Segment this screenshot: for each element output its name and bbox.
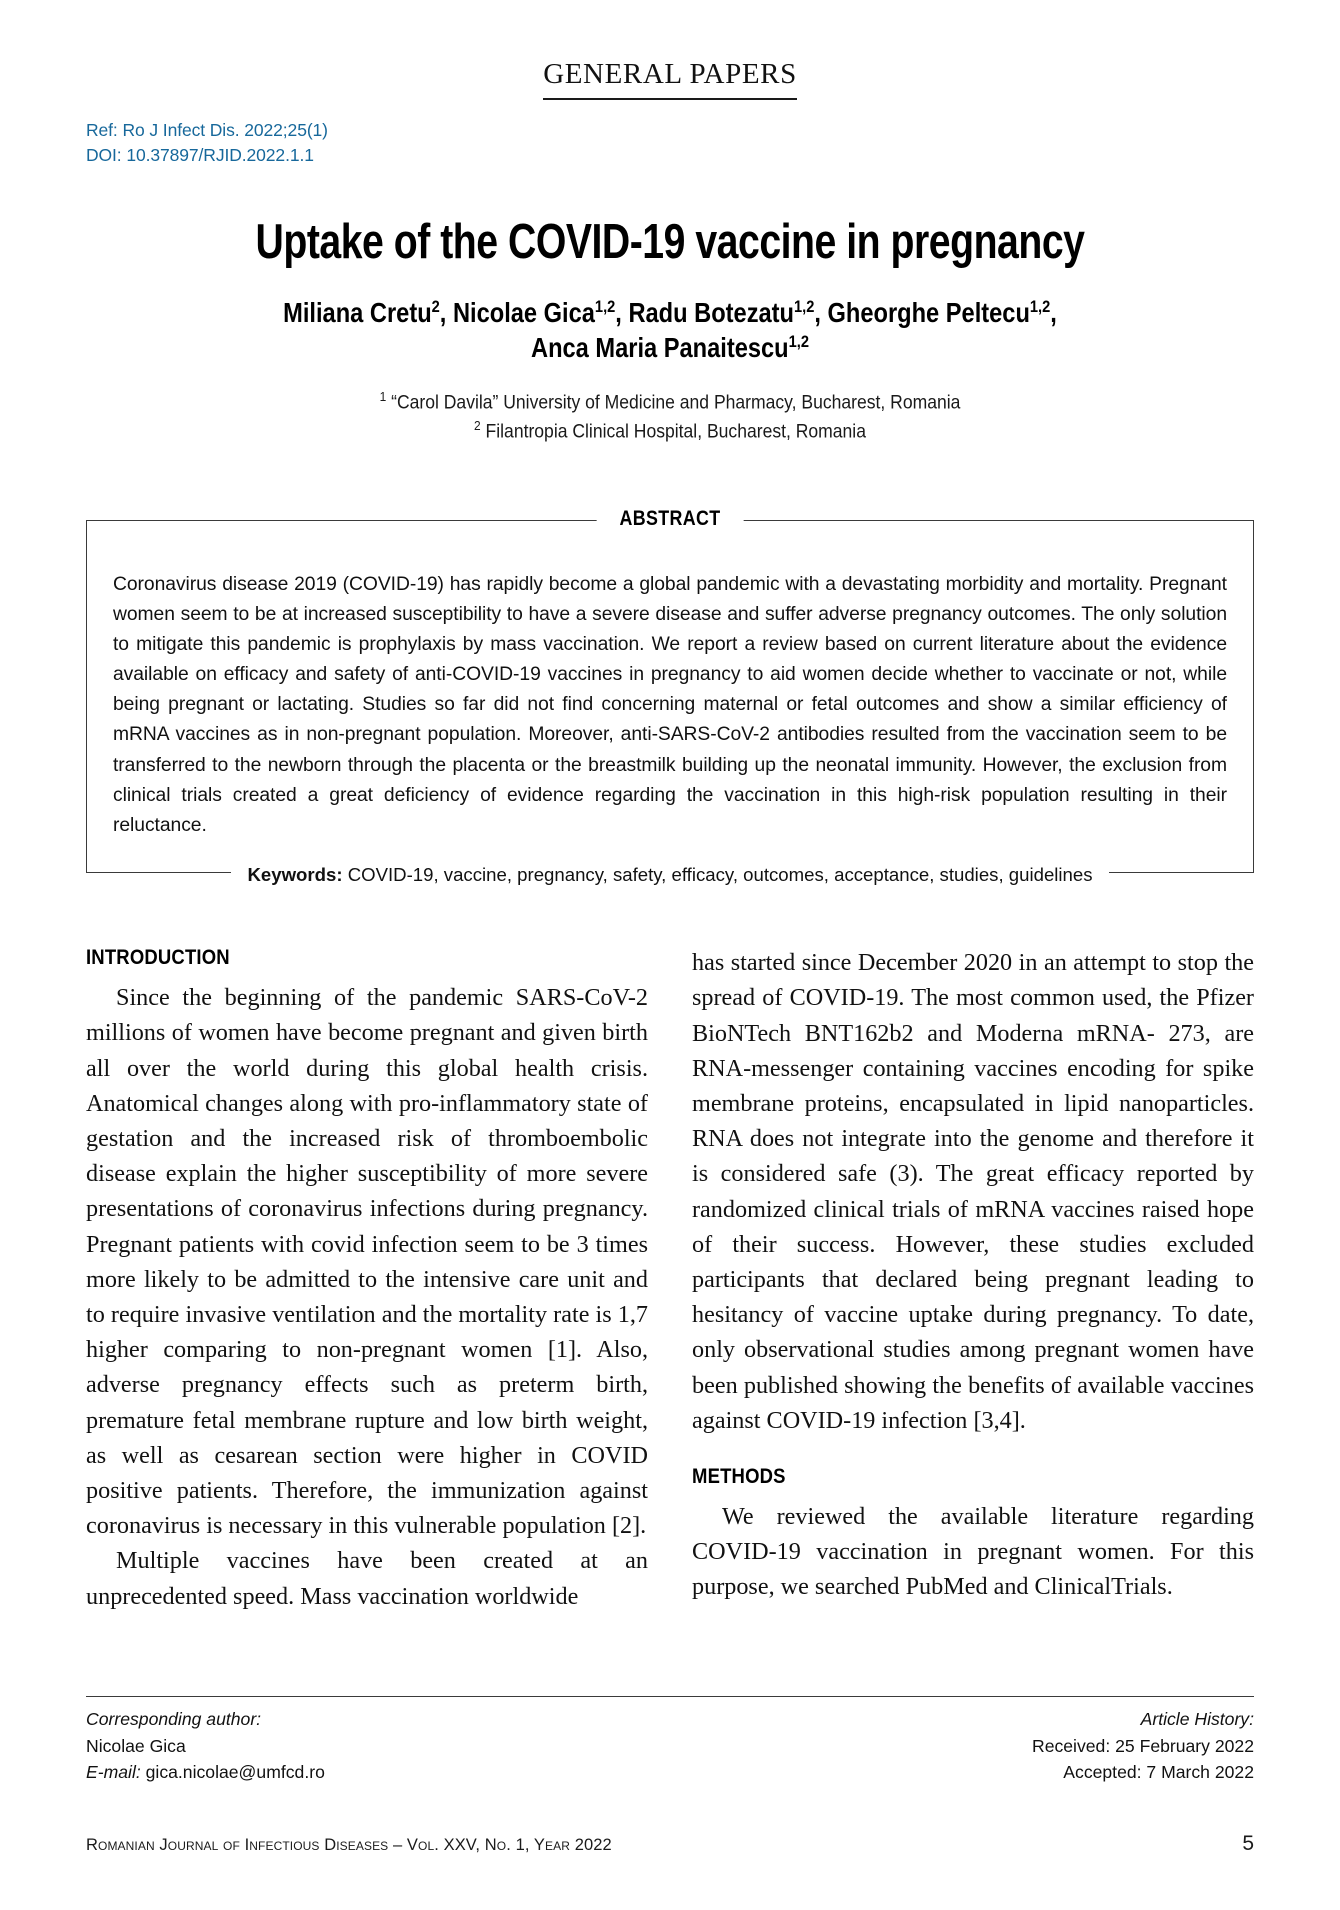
section-heading-introduction: [86, 945, 648, 970]
keywords: [231, 866, 1108, 885]
affiliation-list: [144, 388, 1195, 446]
section-header-container: [86, 0, 1254, 100]
doi-line[interactable]: DOI: 10.37897/RJID.2022.1.1: [86, 144, 314, 165]
author-affiliation-marker: 1,2: [793, 296, 815, 316]
author-line-1: [168, 295, 1172, 331]
author-name: Anca Maria Panaitescu: [530, 332, 789, 364]
corresponding-author-block: [86, 1706, 325, 1786]
paragraph: has started since December 2020 in an attempt to stop the spread of COVID-19. The most common used, the Pfizer BioNTech BNT162b2 and Moderna mRNA- 273, are RNA-messenger containing vaccines encoding for spike membrane proteins, encapsulated in lipid nanoparticles. RNA does not integrate into the genome and therefore it is considered safe (3). The great efficacy reported by randomized clinical trials of mRNA vaccines raised hope of their success. However, these studies excluded participants that declared being pregnant leading to hesitancy of vaccine uptake during pregnancy. To date, only observational studies among pregnant women have been published showing the benefits of available vaccines against COVID-19 infection [3,4].: [692, 949, 1254, 1434]
section-heading-methods-label: METHODS: [692, 1463, 786, 1488]
keywords-container: [87, 866, 1253, 885]
email-label: E-mail:: [86, 1762, 141, 1783]
corresponding-author-label: Corresponding author:: [86, 1709, 262, 1729]
body-columns: [86, 945, 1254, 1614]
author-separator: ,: [615, 296, 629, 328]
abstract-legend-text: ABSTRACT: [619, 506, 721, 530]
reference-block: [86, 118, 1254, 168]
corresponding-author-section: [86, 1696, 1254, 1786]
left-column: [86, 945, 648, 1614]
author-affiliation-marker: 2: [431, 296, 440, 316]
journal-citation-line: Romanian Journal of Infectious Diseases – Vol. XXV, No. 1, Year 2022: [86, 1836, 612, 1854]
paragraph: We reviewed the available literature regarding COVID-19 vaccination in pregnant women. For this purpose, we searched PubMed and ClinicalTrials.: [692, 1502, 1254, 1601]
article-history-label: Article History:: [1140, 1709, 1254, 1729]
author-separator: ,: [1050, 296, 1057, 328]
author-name: Radu Botezatu: [628, 296, 794, 328]
right-column: [692, 945, 1254, 1614]
author-line-2: [168, 330, 1172, 366]
received-date: Received: 25 February 2022: [1031, 1735, 1254, 1756]
affiliation-marker: 2: [474, 417, 481, 433]
email-value[interactable]: gica.nicolae@umfcd.ro: [145, 1762, 325, 1783]
page-footer: [86, 1832, 1254, 1856]
article-title: Uptake of the COVID-19 vaccine in pregnancy: [255, 214, 1085, 269]
author-name: Gheorghe Peltecu: [827, 296, 1030, 328]
keywords-values: COVID-19, vaccine, pregnancy, safety, efficacy, outcomes, acceptance, studies, guidelines: [347, 864, 1093, 886]
author-separator: ,: [814, 296, 828, 328]
article-history-block: [1032, 1706, 1254, 1786]
paragraph: Since the beginning of the pandemic SARS-CoV-2 millions of women have become pregnant and given birth all over the world during this global health crisis. Anatomical changes along with pro-inflammatory state of gestation and the increased risk of thromboembolic disease explain the higher susceptibility of more severe presentations of coronavirus infections during pregnancy. Pregnant patients with covid infection seem to be 3 times more likely to be admitted to the intensive care unit and to require invasive ventilation and the mortality rate is 1,7 higher comparing to non-pregnant women [1]. Also, adverse pregnancy effects such as preterm birth, premature fetal membrane rupture and low birth weight, as well as cesarean section were higher in COVID positive patients. Therefore, the immunization against coronavirus is necessary in this vulnerable population [2].: [86, 984, 648, 1540]
keywords-label: Keywords:: [247, 864, 343, 886]
section-heading-introduction-label: INTRODUCTION: [86, 945, 230, 970]
author-affiliation-marker: 1,2: [788, 332, 809, 352]
abstract-legend: [597, 508, 744, 529]
affiliation-text: “Carol Davila” University of Medicine and Pharmacy, Bucharest, Romania: [391, 391, 961, 414]
author-affiliation-marker: 1,2: [1029, 296, 1051, 316]
author-list: [168, 295, 1172, 367]
author-separator: ,: [439, 296, 453, 328]
affiliation-marker: 1: [379, 389, 387, 405]
abstract-text: Coronavirus disease 2019 (COVID-19) has rapidly become a global pandemic with a devastating morbidity and mortality. Pregnant women seem to be at increased susceptibility to have a severe disease and suffer adverse pregnancy outcomes. The only solution to mitigate this pandemic is prophylaxis by mass vaccination. We report a review based on current literature about the evidence available on efficacy and safety of anti-COVID-19 vaccines in pregnancy to aid women decide whether to vaccinate or not, while being pregnant or lactating. Studies so far did not find concerning maternal or fetal outcomes and show a similar efficiency of mRNA vaccines as in non-pregnant population. Moreover, anti-SARS-CoV-2 antibodies resulted from the vaccination seem to be transferred to the newborn through the placenta or the breastmilk building up the neonatal immunity. However, the exclusion from clinical trials created a great deficiency of evidence regarding the vaccination in this high-risk population resulting in their reluctance.: [113, 573, 1227, 836]
footer-divider: [86, 1696, 1254, 1697]
affiliation-item: [144, 388, 1195, 417]
affiliation-item: [144, 417, 1195, 446]
section-label: GENERAL PAPERS: [543, 58, 797, 100]
section-heading-methods: [692, 1464, 1254, 1489]
accepted-date: Accepted: 7 March 2022: [1063, 1762, 1254, 1783]
paragraph: Multiple vaccines have been created at an unprecedented speed. Mass vaccination worldwide: [86, 1547, 648, 1610]
abstract-section: [86, 506, 1254, 886]
corresponding-author-row: [86, 1706, 1254, 1786]
author-name: Nicolae Gica: [452, 296, 595, 328]
author-name: Miliana Cretu: [283, 296, 432, 328]
reference-line: Ref: Ro J Infect Dis. 2022;25(1): [86, 120, 328, 140]
page-number: 5: [1242, 1832, 1254, 1855]
corresponding-author-name: Nicolae Gica: [86, 1735, 186, 1756]
abstract-box: [86, 506, 1254, 886]
author-affiliation-marker: 1,2: [594, 296, 616, 316]
affiliation-text: Filantropia Clinical Hospital, Bucharest, Romania: [485, 420, 866, 443]
